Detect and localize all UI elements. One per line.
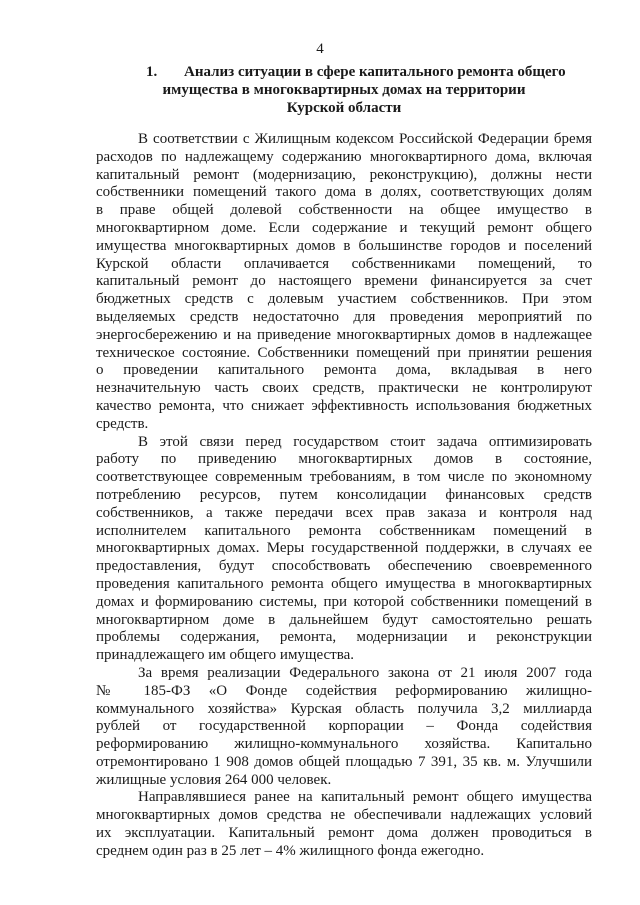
paragraph-line: многоквартирном доме. Если содержание и текущий ремонт общего [96,219,592,236]
paragraph-line: отремонтировано 1 908 домов общей площадью 7 391, 35 кв. м. Улучшили [96,753,592,770]
paragraph-1 [96,131,592,434]
paragraph-line: в праве общей долевой собственности на общее имущество в [96,202,592,219]
paragraph-line: многоквартирных домов средства не обеспечивали надлежащих условий [96,807,592,824]
paragraph-line: имущества многоквартирных домов в большинстве городов и поселений [96,237,592,254]
paragraph-line: техническое состояние. Собственники помещений при принятии решения [96,344,592,361]
paragraph-line: работу по приведению многоквартирных домов в состояние, [96,451,592,468]
paragraph-line: рублей от государственной корпорации – Фонда содействия [96,718,592,735]
document-body [96,131,592,861]
paragraph-line: соответствующее современным требованиям, в том числе по экономному [96,469,592,486]
paragraph-line: В соответствии с Жилищным кодексом Российской Федерации бремя [138,131,592,147]
paragraph-line: незначительную часть своих средств, практически не контролируют [96,380,592,397]
paragraph-line: Курской области оплачивается собственниками помещений, то [96,255,592,272]
paragraph-line: многоквартирных домах. Меры государственной поддержки, в случаях ее [96,540,592,557]
paragraph-line: домах и формированию системы, при которой собственники помещений в [96,593,592,610]
paragraph-line: расходов по надлежащему содержанию многоквартирного дома, включая [96,148,592,165]
paragraph-line: За время реализации Федерального закона от 21 июля 2007 года [138,664,592,681]
paragraph-line: Направлявшиеся ранее на капитальный ремонт общего имущества [138,789,592,806]
paragraph-line: их эксплуатации. Капитальный ремонт дома должен проводиться в [96,825,592,842]
paragraph-line: реформированию жилищно-коммунального хозяйства. Капитально [96,736,592,753]
heading-line-3: Курской области [286,100,402,116]
paragraph-line: жилищные условия 264 000 человек. [96,771,332,788]
paragraph-line: капитальный ремонт (модернизацию, реконструкцию), должны нести [96,166,592,183]
paragraph-line: потреблению ресурсов, путем консолидации финансовых средств [96,486,592,503]
section-heading [96,63,592,117]
page-number: 4 [316,41,324,57]
paragraph-line: собственников, а также передачи всех прав заказа и контроля над [96,504,592,521]
paragraph-line: В этой связи перед государством стоит задача оптимизировать [138,433,592,450]
paragraph-line: проведения капитального ремонта общего имущества в многоквартирных [96,575,592,592]
paragraph-line: средств. [96,415,149,432]
paragraph-line: № 185-ФЗ «О Фонде содействия реформированию жилищно- [96,682,592,699]
paragraph-line: выделяемых средств недостаточно для проведения мероприятий по [96,308,592,325]
paragraph-3 [96,665,592,790]
paragraph-line: коммунального хозяйства» Курская область получила 3,2 миллиарда [96,700,592,717]
heading-line-2: имущества в многоквартирных домах на территории [162,82,526,98]
paragraph-4 [96,789,592,860]
paragraph-line: среднем один раз в 25 лет – 4% жилищного фонда ежегодно. [96,842,485,859]
paragraph-line: о проведении капитального ремонта дома, вкладывая в него [96,362,592,379]
paragraph-line: качество ремонта, что снижает эффективность использования бюджетных [96,397,592,414]
paragraph-line: многоквартирном доме в дальнейшем будут самостоятельно решать [96,611,592,628]
paragraph-line: предоставления, будут способствовать обеспечению своевременного [96,558,592,575]
paragraph-line: проблемы содержания, ремонта, модернизации и реконструкции [96,629,592,646]
heading-text-1: Анализ ситуации в сфере капитального ремонта общего [184,64,566,80]
paragraph-2 [96,434,592,665]
paragraph-line: исполнителем капитального ремонта собственникам помещений в [96,522,592,539]
heading-line-1 [96,63,592,81]
paragraph-line: принадлежащего им общего имущества. [96,647,355,664]
paragraph-line: собственники помещений такого дома в долях, соответствующих долям [96,184,592,201]
paragraph-line: энергосбережению и на приведение многоквартирных домов в надлежащее [96,326,592,343]
paragraph-line: капитальный ремонт до настоящего времени финансируется за счет [96,273,592,290]
paragraph-line: бюджетных средств с долевым участием собственников. При этом [96,291,592,308]
heading-number: 1. [146,64,158,80]
